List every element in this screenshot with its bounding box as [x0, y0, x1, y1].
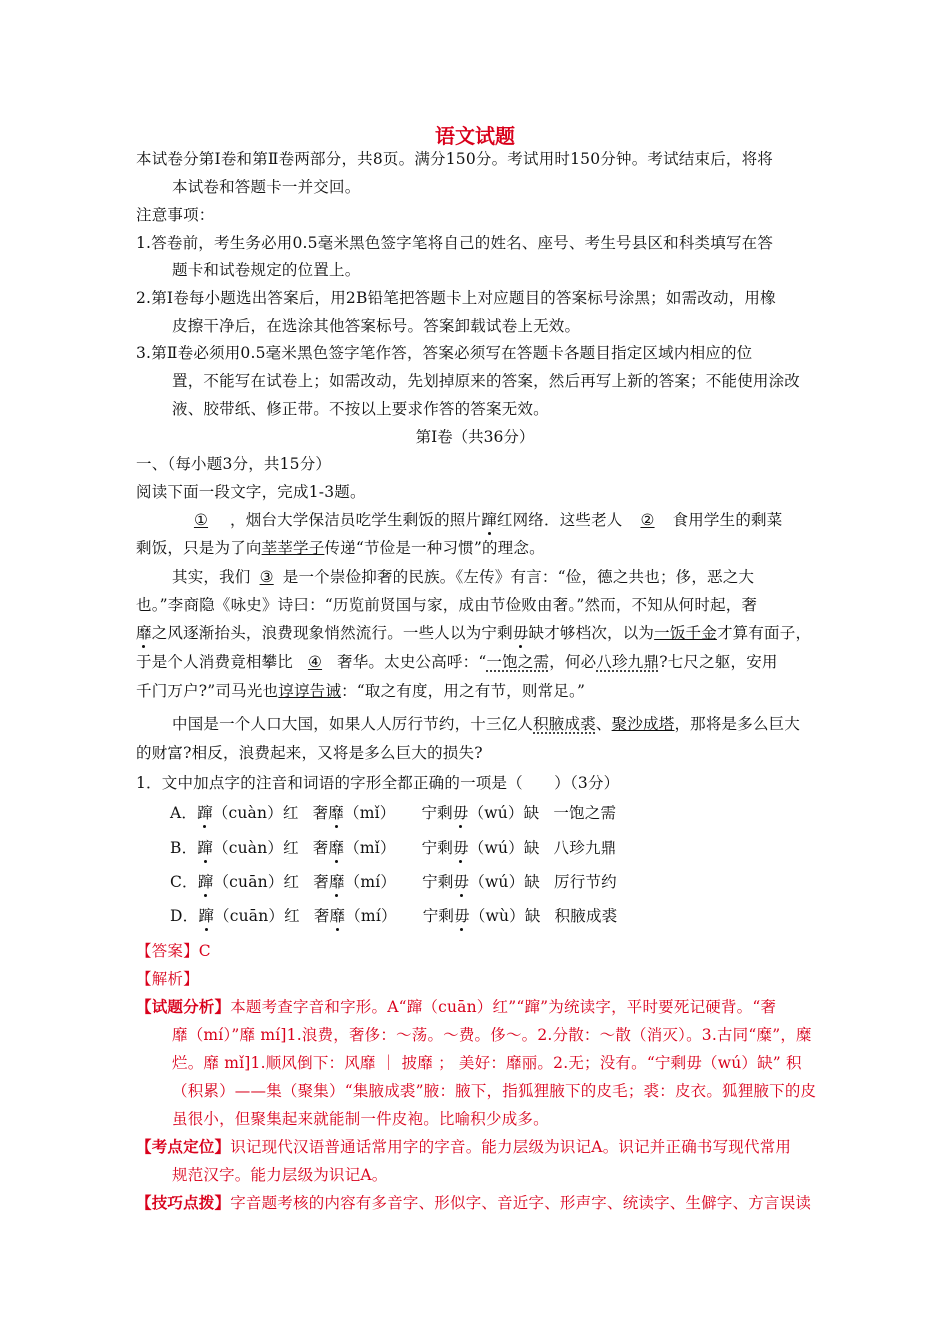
passage-text: 奢华。太史公高呼：“: [337, 653, 487, 671]
dotted-char: 靡: [328, 873, 345, 891]
analysis-text: 本题考查字音和字形。A“蹿（cuān）红”“蹿”为统读字，平时要死记硬背。“奢: [230, 998, 777, 1016]
underlined-word: 莘莘学子: [261, 539, 325, 557]
passage-line-1: [172, 510, 782, 530]
key-point-text: 识记现代汉语普通话常用字的字音。能力层级为识记A。识记并正确书写现代常用: [230, 1138, 792, 1156]
option-text: 积腋成裘: [554, 907, 618, 925]
dotted-char: 毋: [452, 804, 469, 822]
option-text: 奢: [312, 804, 329, 822]
blank-3: ③: [259, 568, 274, 586]
passage-text: ，烟台大学保洁员吃学生剩饭的照片: [230, 511, 482, 529]
dotted-phrase: 八珍九鼎: [596, 653, 660, 671]
notice-item-1-line-2: 题卡和试卷规定的位置上。: [172, 261, 361, 279]
analysis-tag: 【试题分析】: [136, 997, 231, 1016]
part-1-heading: 第Ⅰ卷（共36分）: [415, 428, 535, 446]
passage-text: 是一个崇俭抑奢的民族。《左传》有言：“俭，德之共也；侈，恶之大: [277, 568, 755, 586]
passage-text: 食用学生的剩菜: [672, 511, 783, 529]
option-c: [170, 872, 617, 892]
question-1-stem: 1．文中加点字的注音和词语的字形全都正确的一项是（ ）（3分）: [136, 774, 620, 792]
passage-line-3: [172, 567, 754, 587]
dotted-char: 蹿: [197, 839, 213, 857]
analysis-line-2: 靡（mí）”靡 mí]1.浪费，奢侈：～荡。～费。侈～。2.分散：～散（消灭）。3.古同“糜”，糜: [172, 1026, 812, 1044]
blank-4: ④: [307, 653, 323, 671]
option-text: 奢: [313, 907, 330, 925]
option-label: B．: [170, 839, 198, 857]
notice-item-3-line-1: 3.第Ⅱ卷必须用0.5毫米黑色签字笔作答，答案必须写在答题卡各题目指定区域内相应的位: [136, 344, 753, 362]
passage-text: 千门万户?”司马光也: [136, 682, 279, 700]
option-text: （cuàn）红: [213, 839, 299, 857]
dotted-char: 毋: [453, 839, 469, 857]
answer-label: 【答案】C: [136, 942, 211, 960]
option-b: [170, 838, 616, 858]
underlined-word: 谆谆告诫: [278, 682, 342, 700]
option-text: （mí）: [345, 907, 397, 925]
option-text: （wú）缺: [469, 873, 541, 891]
passage-text: ：“取之有度，用之有节，则常足。”: [341, 682, 586, 700]
notice-item-3-line-2: 置，不能写在试卷上；如需改动，先划掉原来的答案，然后再写上新的答案；不能使用涂改: [172, 372, 801, 390]
intro-line-2: 本试卷和答题卡一并交回。: [172, 178, 361, 196]
option-text: （wù）缺: [469, 907, 541, 925]
passage-text: 、: [595, 715, 612, 733]
option-label: D．: [170, 907, 199, 925]
dotted-char: 毋: [512, 624, 529, 642]
dotted-phrase: 一饱之需: [486, 653, 550, 671]
passage-text: 传递“节俭是一种习惯”的理念。: [324, 539, 545, 557]
option-text: 宁剩: [421, 804, 453, 822]
option-text: 厉行节约: [554, 873, 617, 891]
notice-item-2-line-1: 2.第Ⅰ卷每小题选出答案后，用2B铅笔把答题卡上对应题目的答案标号涂黑；如需改动，用橡: [136, 289, 776, 307]
passage-line-6: [136, 652, 778, 672]
dotted-char: 毋: [454, 907, 470, 925]
dotted-char: 蹿: [197, 873, 214, 891]
passage-text: 其实，我们: [172, 568, 256, 586]
dotted-char: 蹿: [481, 511, 497, 529]
option-label: C．: [170, 873, 198, 891]
option-d: [170, 906, 617, 926]
dotted-char: 毋: [453, 873, 470, 891]
option-text: 宁剩: [422, 873, 454, 891]
tips-tag: 【技巧点拨】: [136, 1193, 231, 1212]
page-title: 语文试题: [435, 124, 515, 148]
dotted-char: 蹿: [197, 804, 213, 822]
dotted-char: 靡: [328, 804, 344, 822]
dotted-char: 蹿: [198, 907, 215, 925]
analysis-line-4: （积累）——集（聚集）“集腋成裘”腋：腋下，指狐狸腋下的皮毛；裘：皮衣。狐狸腋下的皮: [172, 1082, 817, 1100]
dotted-char: 靡: [329, 907, 346, 925]
option-text: （mǐ）: [344, 804, 396, 822]
passage-line-4: 也。”李商隐《咏史》诗曰：“历览前贤国与家，成由节俭败由奢。”然而，不知从何时起，奢: [136, 596, 758, 614]
passage-text: 于是个人消费竟相攀比: [136, 653, 294, 671]
passage-line-2: [136, 538, 545, 558]
passage-line-8: [172, 714, 800, 734]
notice-item-3-line-3: 液、胶带纸、修正带。不按以上要求作答的答案无效。: [172, 400, 549, 418]
option-text: 八珍九鼎: [553, 839, 617, 857]
option-text: （cuān）红: [213, 873, 300, 891]
option-text: （mí）: [344, 873, 397, 891]
option-text: 一饱之需: [553, 804, 617, 822]
passage-line-5: [136, 623, 811, 643]
intro-line-1: 本试卷分第Ⅰ卷和第Ⅱ卷两部分，共8页。满分150分。考试用时150分钟。考试结束后，将将: [136, 150, 773, 168]
blank-1: ①: [193, 511, 209, 529]
passage-line-7: [136, 681, 585, 701]
passage-text: ?七尺之躯，安用: [659, 653, 778, 671]
section-1-instruction: 阅读下面一段文字，完成1-3题。: [136, 483, 366, 501]
passage-text: 红网络．这些老人: [496, 511, 623, 529]
option-text: （wú）缺: [468, 804, 540, 822]
key-point-line-1: [136, 1137, 791, 1157]
option-text: 宁剩: [421, 839, 454, 857]
notice-item-1-line-1: 1.答卷前，考生务必用0.5毫米黑色签字笔将自己的姓名、座号、考生号县区和科类填写在答: [136, 234, 774, 252]
section-1-heading: 一、（每小题3分，共15分）: [136, 455, 332, 473]
underlined-word: 一饭千金: [654, 624, 717, 642]
passage-text: 缺才够档次，以为: [528, 624, 655, 642]
option-text: （cuān）红: [214, 907, 300, 925]
analysis-line-5: 虽很小，但聚集起来就能制一件皮袍。比喻积少成多。: [172, 1110, 549, 1128]
option-text: （cuàn）红: [212, 804, 299, 822]
tips-text: 字音题考核的内容有多音字、形似字、音近字、形声字、统读字、生僻字、方言误读: [230, 1194, 812, 1212]
option-label: A．: [170, 804, 198, 822]
passage-text: ，何必: [549, 653, 597, 671]
option-text: 奢: [312, 839, 329, 857]
dotted-char: 靡: [136, 624, 152, 642]
analysis-line-3: 烂。靡 mǐ]1.顺风倒下：风靡 ｜ 披靡 ； 美好：靡丽。2.无；没有。“宁剩毋（wú）缺” 积: [172, 1054, 802, 1072]
option-text: （wú）缺: [468, 839, 540, 857]
dotted-char: 靡: [328, 839, 345, 857]
key-point-tag: 【考点定位】: [136, 1137, 231, 1156]
passage-line-9: 的财富?相反，浪费起来，又将是多么巨大的损失?: [136, 744, 483, 762]
dotted-phrase: 积腋成裘: [533, 715, 596, 733]
option-text: 奢: [313, 873, 329, 891]
analysis-line-1: [136, 997, 776, 1017]
passage-text: 才算有面子，: [716, 624, 812, 642]
key-point-line-2: 规范汉字。能力层级为识记A。: [172, 1166, 388, 1184]
notice-heading: 注意事项：: [136, 206, 215, 224]
passage-text: 中国是一个人口大国，如果人人厉行节约，十三亿人: [172, 715, 534, 733]
blank-2: ②: [640, 511, 655, 529]
underlined-word: 聚沙成塔: [611, 715, 675, 733]
option-a: [170, 803, 616, 823]
option-text: 宁剩: [422, 907, 455, 925]
notice-item-2-line-2: 皮擦干净后，在选涂其他答案标号。答案卸载试卷上无效。: [172, 317, 581, 335]
tips-line-1: [136, 1193, 811, 1213]
passage-text: 之风逐渐抬头，浪费现象悄然流行。一些人以为宁剩: [151, 624, 513, 642]
passage-text: 剩饭，只是为了向: [136, 539, 262, 557]
passage-text: ，那将是多么巨大: [674, 715, 801, 733]
option-text: （mǐ）: [344, 839, 396, 857]
analysis-label: 【解析】: [136, 970, 199, 988]
